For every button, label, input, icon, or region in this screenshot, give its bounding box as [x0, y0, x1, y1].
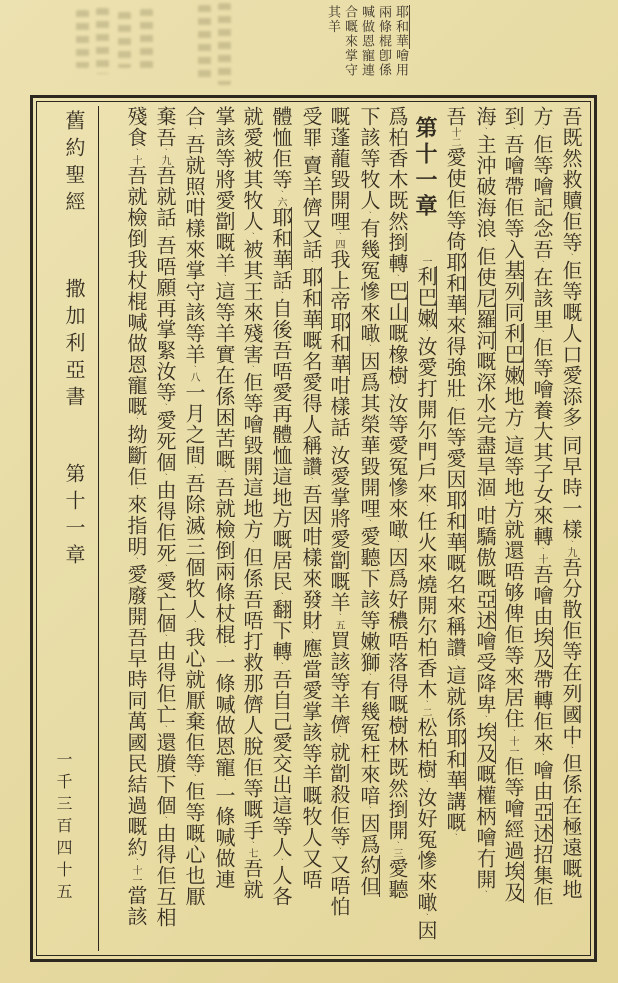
text-run: 吾噲帶佢等入 [501, 134, 523, 260]
verse-number: 八 [188, 372, 199, 382]
punctuation-mark: 、 [189, 365, 197, 372]
text-run: 體恤佢等 [269, 106, 291, 190]
text-run: 吾既然救贖佢等 [559, 106, 581, 253]
punctuation-mark: 、 [421, 700, 429, 707]
text-run: 爲柏香木既然捯轉 [385, 106, 407, 274]
punctuation-mark: 、 [480, 498, 488, 505]
punctuation-mark: 、 [421, 329, 429, 336]
text-run: 咁驕傲嘅 [473, 505, 495, 589]
punctuation-mark: 、 [160, 816, 168, 823]
punctuation-mark: 、 [160, 228, 168, 235]
bleedthrough-text [198, 5, 211, 83]
punctuation-mark: 、 [508, 127, 516, 134]
punctuation-mark: 、 [306, 477, 314, 484]
punctuation-mark: 、 [421, 504, 429, 511]
punctuation-mark: 、 [450, 399, 458, 406]
text-run: 我上帝 [327, 249, 349, 312]
text-run: 喊做恩寵連 [360, 5, 375, 78]
text-block [36, 101, 591, 956]
proper-name: 耶和華 [269, 207, 291, 270]
text-run: 因 [414, 920, 436, 941]
text-run: 吾分散佢等在列國中 [559, 557, 581, 746]
text-column [498, 106, 527, 951]
text-column [527, 106, 556, 951]
text-run: 吾就檢倒我杖棍喊做恩寵嘅 [124, 165, 146, 417]
text-run: 嘅名愛得人稱讚 [299, 330, 321, 477]
punctuation-mark: 、 [247, 841, 255, 848]
text-run: 吾就 [240, 858, 262, 900]
punctuation-mark: 、 [131, 557, 139, 564]
text-run: 受罪 [299, 106, 321, 148]
text-run: 被其王來殘害 [240, 239, 262, 365]
text-run: 愛亡個 [153, 571, 175, 634]
text-run: 話 [269, 270, 291, 291]
text-run: 講嘅 [443, 791, 465, 833]
text-run: 棄吾 [153, 106, 175, 148]
text-run: 嘅權柄噲冇開 [473, 764, 495, 890]
chapter-title: 第十一章 [62, 463, 84, 571]
text-run: 合 [182, 106, 204, 127]
text-run: 有幾冤慘來噉 [357, 218, 379, 344]
punctuation-mark: 、 [566, 540, 574, 547]
text-column [353, 106, 382, 951]
punctuation-mark: 、 [219, 645, 227, 652]
punctuation-mark: 、 [508, 428, 516, 435]
text-run: 一條喊做連 [212, 785, 234, 890]
proper-name: 尼羅河 [473, 288, 495, 351]
text-column [382, 106, 411, 951]
punctuation-mark: 、 [392, 841, 400, 848]
text-column [324, 106, 353, 951]
text-column [556, 106, 585, 951]
text-run: 就劏殺佢等 [327, 742, 349, 847]
text-run: 由得佢亡 [153, 641, 175, 725]
text-run: 佢等噲養大其子女來轉 [530, 337, 552, 547]
text-run: 吾自己愛交出這等人 [269, 669, 291, 858]
punctuation-mark: 、 [334, 438, 342, 445]
proper-name: 埃及 [501, 861, 523, 903]
verse-number: 十一 [507, 736, 518, 756]
punctuation-mark: 、 [480, 127, 488, 134]
proper-name: 基列 [501, 260, 523, 302]
punctuation-mark: 、 [306, 148, 314, 155]
text-column [411, 106, 440, 951]
text-run: 咁樣話 [327, 375, 349, 438]
running-head [322, 5, 410, 89]
punctuation-mark: 、 [364, 806, 372, 813]
text-column [237, 106, 266, 951]
text-column [121, 106, 150, 951]
text-run: 任火來燒開尔柏香木 [414, 511, 436, 700]
verse-number: 四 [333, 239, 344, 249]
punctuation-mark: 、 [334, 847, 342, 854]
text-run: 汝等愛冤慘來噉 [385, 393, 407, 540]
punctuation-mark: 、 [537, 753, 545, 760]
punctuation-mark: 、 [160, 148, 168, 155]
text-run: 自後吾唔愛再體恤這地方嘅居民 [269, 298, 291, 592]
text-run: 一條喊做恩寵 [212, 652, 234, 778]
punctuation-mark: 、 [364, 211, 372, 218]
punctuation-mark: 、 [160, 725, 168, 732]
page-frame [30, 95, 597, 962]
text-run: 嘅深水完盡旱涸 [473, 351, 495, 498]
punctuation-mark: 、 [364, 519, 372, 526]
punctuation-mark: 、 [189, 774, 197, 781]
punctuation-mark: 、 [508, 729, 516, 736]
proper-name: 亞述 [530, 802, 552, 844]
text-column [469, 106, 498, 951]
text-run: 這等地方就還唔够俾佢等來居住 [501, 435, 523, 729]
punctuation-mark: 、 [480, 715, 488, 722]
text-run: 因爲好穠唔落得嘅樹林既然捯開 [385, 547, 407, 841]
text-run: 但係在極遠嘅地 [559, 753, 581, 900]
punctuation-mark: 、 [334, 232, 342, 239]
verse-number: 七 [246, 848, 257, 858]
punctuation-mark: 、 [566, 746, 574, 753]
text-run: 佢等嘅人口愛添多 [559, 260, 581, 428]
text-run: 吾除滅三個牧人 [182, 473, 204, 620]
text-run: 方 [530, 106, 552, 127]
punctuation-mark: 、 [537, 260, 545, 267]
punctuation-mark: 、 [160, 634, 168, 641]
proper-name: 約但 [357, 855, 379, 897]
verse-number: 三 [391, 848, 402, 858]
punctuation-mark: 、 [364, 673, 372, 680]
text-run: 帶轉佢來 [530, 669, 552, 753]
punctuation-mark: 、 [219, 778, 227, 785]
bleedthrough-text [140, 9, 153, 73]
text-run: 因爲 [357, 813, 379, 855]
punctuation-mark: 、 [392, 386, 400, 393]
punctuation-mark: 、 [276, 858, 284, 865]
verse-number: 十二 [449, 127, 460, 147]
punctuation-mark: 、 [480, 239, 488, 246]
punctuation-mark: 、 [247, 540, 255, 547]
text-run: 地方 [501, 386, 523, 428]
text-run: 愛死個 [153, 410, 175, 473]
text-run: 佢等愛因 [443, 406, 465, 490]
punctuation-mark: 、 [306, 631, 314, 638]
section-title: 撒加利亞書 [62, 278, 84, 413]
text-column [266, 106, 295, 951]
text-run: 吾因咁樣來發財 [299, 484, 321, 631]
text-run: 主沖破海浪 [473, 134, 495, 239]
punctuation-mark: 、 [334, 613, 342, 620]
punctuation-mark: 、 [421, 780, 429, 787]
text-run: 吾就照咁樣來掌守該等羊 [182, 134, 204, 365]
text-column [208, 106, 237, 951]
proper-name: 巴山 [385, 281, 407, 323]
verse-number: 十一 [130, 865, 141, 885]
punctuation-mark: 、 [276, 291, 284, 298]
punctuation-mark: 、 [566, 428, 574, 435]
text-run: 佢等嘅心也厭 [182, 781, 204, 907]
bleedthrough-text [218, 3, 231, 85]
proper-name: 耶和華 [443, 252, 465, 315]
punctuation-mark: 、 [450, 833, 458, 840]
text-run: 同 [501, 302, 523, 323]
text-run: 吾噲由 [530, 564, 552, 627]
punctuation-mark: 、 [160, 403, 168, 410]
verse-number: 五 [333, 620, 344, 630]
punctuation-mark: 、 [364, 344, 372, 351]
punctuation-mark: 、 [247, 365, 255, 372]
text-run: 海 [473, 106, 495, 127]
text-run: 招集佢 [530, 844, 552, 907]
text-run: 但係吾唔打救那儕人脫佢等嘅手 [240, 547, 262, 841]
running-head-column [325, 5, 342, 89]
text-run: 嘅蓬蘢毀開哩 [327, 106, 349, 232]
text-run: 一月之間 [182, 382, 204, 466]
punctuation-mark: 、 [537, 330, 545, 337]
running-head-column [359, 5, 376, 89]
proper-name: 耶和華 [443, 728, 465, 791]
verse-number: 九 [565, 547, 576, 557]
text-run: 因爲其榮華毀開哩 [357, 351, 379, 519]
text-run: 噲受降卑 [473, 631, 495, 715]
verse-number: 二 [420, 707, 431, 717]
text-run: 佢等噲記念吾 [530, 134, 552, 260]
text-run: 松柏樹 [414, 717, 436, 780]
text-run: 噲用 [394, 48, 409, 78]
bleedthrough-text [118, 12, 131, 68]
text-run: 下該等牧人 [357, 106, 379, 211]
text-run: 佢等噲經過 [501, 756, 523, 861]
text-run: 翻下轉 [269, 599, 291, 662]
punctuation-mark: 、 [421, 913, 429, 920]
proper-name: 利巴嫩 [501, 323, 523, 386]
proper-name: 利巴嫩 [414, 266, 436, 329]
text-run: 我心就厭棄佢等 [182, 627, 204, 774]
punctuation-mark: 、 [131, 148, 139, 155]
text-run: 殘食 [124, 106, 146, 148]
verse-number: 六 [275, 197, 286, 207]
punctuation-mark: 、 [247, 232, 255, 239]
text-run: 來指明 [124, 494, 146, 557]
punctuation-mark: 、 [160, 473, 168, 480]
text-run: 愛聽下該等嫩獅 [357, 526, 379, 673]
text-run: 佢等噲毀開這地方 [240, 372, 262, 540]
text-column [179, 106, 208, 951]
text-run: 汝愛掌將愛劏嘅羊 [327, 445, 349, 613]
text-column [440, 106, 469, 951]
text-run: 拗斷佢 [124, 424, 146, 487]
text-run: 愛聽 [385, 858, 407, 900]
text-run: 到 [501, 106, 523, 127]
punctuation-mark: 、 [219, 470, 227, 477]
punctuation-mark: 、 [219, 274, 227, 281]
punctuation-mark: 、 [276, 190, 284, 197]
text-run: 汝愛打開尔門戶來 [414, 336, 436, 504]
text-run: 當該 [124, 885, 146, 927]
bleedthrough-text [76, 10, 89, 68]
text-run: 人各 [269, 865, 291, 907]
text-run: 應當愛掌該等羊嘅牧人又唔 [299, 638, 321, 890]
proper-name: 耶和華 [443, 490, 465, 553]
text-run: 吾 [443, 106, 465, 127]
text-run: 在該里 [530, 267, 552, 330]
proper-name: 埃及 [530, 627, 552, 669]
verse-number: 十 [536, 554, 547, 564]
punctuation-mark: 、 [189, 127, 197, 134]
text-run: 這就係 [443, 665, 465, 728]
text-run: 兩條棍卽係 [377, 5, 392, 78]
verse-number: 十 [130, 155, 141, 165]
punctuation-mark: 、 [334, 735, 342, 742]
text-run: 來得強壯 [443, 315, 465, 399]
text-run: 由得佢死 [153, 480, 175, 564]
punctuation-mark: 、 [480, 890, 488, 897]
running-head-column [342, 5, 359, 89]
text-run: 汝好冤慘來噉 [414, 787, 436, 913]
proper-name: 耶和華 [327, 312, 349, 375]
text-run: 就愛被其牧人 [240, 106, 262, 232]
text-run: 吾就檢倒兩條杖棍 [212, 477, 234, 645]
text-run: 其羊 [326, 5, 341, 34]
text-run: 由得佢互相 [153, 823, 175, 928]
text-run: 嘅橡樹 [385, 323, 407, 386]
verse-number: 一 [420, 256, 431, 266]
running-head-column [376, 5, 393, 89]
text-run: 愛廢開吾早時同萬國民結過嘅約 [124, 564, 146, 858]
punctuation-mark: 、 [189, 620, 197, 627]
punctuation-mark: 、 [537, 127, 545, 134]
punctuation-mark: 、 [392, 540, 400, 547]
text-run: 還賸下個 [153, 732, 175, 816]
text-run: 吾就話 [153, 165, 175, 228]
book-title: 舊約聖經 [62, 110, 84, 218]
punctuation-mark: 、 [392, 274, 400, 281]
proper-name: 耶和華 [299, 267, 321, 330]
punctuation-mark: 、 [160, 564, 168, 571]
proper-name: 耶和華 [394, 5, 409, 49]
text-run: 吾唔願再掌緊汝等 [153, 235, 175, 403]
text-run: 又唔怕 [327, 854, 349, 917]
text-column [295, 106, 324, 951]
title-column [48, 106, 99, 951]
punctuation-mark: 、 [131, 487, 139, 494]
text-column [150, 106, 179, 951]
text-run: 掌該等將愛劏嘅羊 [212, 106, 234, 274]
text-run: 買該等羊儕 [327, 630, 349, 735]
punctuation-mark: 、 [131, 417, 139, 424]
text-run: 賣羊儕又話 [299, 155, 321, 260]
bleedthrough-text [96, 8, 109, 74]
punctuation-mark: 、 [131, 858, 139, 865]
punctuation-mark: 、 [566, 253, 574, 260]
running-head-column [393, 5, 410, 89]
proper-name: 埃及 [473, 722, 495, 764]
chapter-heading: 第十一章 [413, 116, 438, 220]
punctuation-mark: 、 [276, 662, 284, 669]
text-run: 這等羊實在係困苦嘅 [212, 281, 234, 470]
verse-number: 九 [159, 155, 170, 165]
punctuation-mark: 、 [450, 658, 458, 665]
punctuation-mark: 、 [189, 466, 197, 473]
punctuation-mark: 、 [537, 547, 545, 554]
proper-name: 亞述 [473, 589, 495, 631]
text-run: 噲由 [530, 760, 552, 802]
punctuation-mark: 、 [276, 592, 284, 599]
text-run: 同早時一樣 [559, 435, 581, 540]
text-run: 佢使 [473, 246, 495, 288]
page-number: 一千三百四十五 [54, 751, 71, 905]
text-run: 愛使佢等倚 [443, 147, 465, 252]
text-run: 有幾冤枉來喑 [357, 680, 379, 806]
text-run: 合嘅來掌守 [343, 5, 358, 78]
punctuation-mark: 、 [306, 260, 314, 267]
text-run: 嘅名來稱讚 [443, 553, 465, 658]
